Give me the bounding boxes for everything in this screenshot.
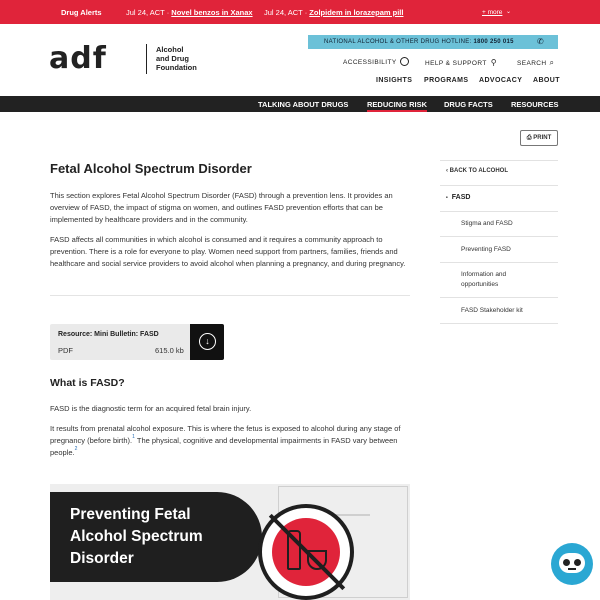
subnav-reducing-risk[interactable]: REDUCING RISK	[367, 100, 427, 112]
paragraph-text: It results from prenatal alcohol exposure. This is where the fetus is exposed to alcohol during any stage of pregnancy (before birth).	[50, 424, 401, 445]
hero-title-line: Disorder	[70, 550, 134, 567]
location-pin-icon: ⚲	[490, 58, 497, 67]
accessibility-label: ACCESSIBILITY	[343, 59, 397, 67]
nav-about[interactable]: ABOUT	[533, 77, 560, 84]
hero-image	[50, 484, 410, 600]
search-icon: ⌕	[549, 58, 555, 67]
intro-paragraph: This section explores Fetal Alcohol Spectrum Disorder (FASD) through a prevention lens. It provides an overview of FASD, the impact of stigma on women, and outlines FASD prevention efforts that can be implemented by healthcare providers and in the community.	[50, 191, 393, 224]
sidebar-divider	[440, 262, 558, 263]
nav-insights[interactable]: INSIGHTS	[376, 77, 413, 84]
chatbot-button[interactable]	[551, 543, 593, 585]
sidebar-item-preventing[interactable]: Preventing FASD	[461, 246, 511, 253]
logo-line: Alcohol	[156, 45, 184, 54]
subnav-drug-facts[interactable]: DRUG FACTS	[444, 100, 493, 109]
sidebar-divider	[440, 160, 558, 161]
eye-icon	[563, 559, 570, 566]
logo-divider	[146, 44, 147, 74]
help-support-label: HELP & SUPPORT	[425, 60, 487, 67]
download-button[interactable]	[190, 324, 224, 360]
search-link[interactable]	[517, 58, 554, 68]
sidebar-divider	[440, 185, 558, 186]
hotline-banner[interactable]	[308, 35, 558, 49]
hero-title-banner	[50, 492, 262, 582]
sidebar-item-stigma[interactable]: Stigma and FASD	[461, 220, 513, 227]
chevron-left-icon: ‹	[446, 168, 448, 174]
sidebar-divider	[440, 297, 558, 298]
sidebar-item-label: FASD	[451, 194, 471, 201]
hero-title	[70, 504, 203, 570]
eye-icon	[574, 559, 581, 566]
print-label: PRINT	[533, 135, 552, 141]
chatbot-avatar-icon	[559, 553, 585, 573]
nav-programs[interactable]: PROGRAMS	[424, 77, 469, 84]
print-button[interactable]	[520, 130, 558, 146]
logo-line: and Drug	[156, 54, 189, 63]
search-label: SEARCH	[517, 60, 547, 67]
hero-title-line: Alcohol Spectrum	[70, 528, 203, 545]
resource-size: 615.0 kb	[155, 346, 184, 355]
body-paragraph: FASD affects all communities in which alcohol is consumed and it requires a community approach to prevention. There is a role for everyone to play. Women need support from partners, families, friends and healthcare and social service providers to avoid alcohol when planning a pregnancy, and during pregnancy.	[50, 235, 406, 268]
back-label: BACK TO ALCOHOL	[449, 168, 509, 174]
alert-link[interactable]: Novel benzos in Xanax	[171, 8, 253, 17]
secondary-nav	[0, 96, 600, 112]
alert-link[interactable]: Zolpidem in lorazepam pill	[309, 8, 404, 17]
footnote-ref[interactable]: 1	[132, 434, 135, 440]
subnav-resources[interactable]: RESOURCES	[511, 100, 559, 109]
drug-alerts-label: Drug Alerts	[61, 8, 102, 17]
sidebar-item-stakeholder-kit[interactable]: FASD Stakeholder kit	[461, 307, 523, 314]
accessibility-link[interactable]	[343, 58, 409, 67]
sidebar-divider	[440, 236, 558, 237]
bullet-icon: •	[446, 195, 448, 201]
page-title: Fetal Alcohol Spectrum Disorder	[50, 161, 252, 176]
body-paragraph: FASD is the diagnostic term for an acquired fetal brain injury.	[50, 404, 252, 413]
body-paragraph	[50, 423, 410, 459]
adf-logo[interactable]: adf	[49, 41, 107, 76]
hotline-label: NATIONAL ALCOHOL & OTHER DRUG HOTLINE:	[324, 39, 472, 45]
alert-item	[264, 8, 403, 17]
resource-download-card[interactable]	[50, 324, 224, 360]
footnote-ref[interactable]: 2	[74, 446, 78, 452]
chevron-down-icon: ⌄	[506, 9, 512, 15]
alert-date: Jul 24, ACT ·	[126, 8, 172, 17]
accessibility-icon	[400, 57, 409, 66]
divider	[50, 295, 410, 296]
resource-title: Resource: Mini Bulletin: FASD	[58, 331, 159, 338]
sidebar-divider	[440, 323, 558, 324]
alerts-more-link[interactable]: + more	[482, 9, 503, 16]
printer-icon: ⎙	[526, 135, 532, 141]
help-support-link[interactable]	[425, 58, 497, 67]
nav-advocacy[interactable]: ADVOCACY	[479, 77, 523, 84]
subnav-talking-about-drugs[interactable]: TALKING ABOUT DRUGS	[258, 100, 349, 109]
resource-type: PDF	[58, 346, 73, 355]
hotline-number[interactable]: 1800 250 015	[473, 39, 514, 45]
mouth-icon	[568, 568, 576, 570]
sidebar-item-information[interactable]: Information and opportunities	[461, 271, 507, 288]
hero-title-line: Preventing Fetal	[70, 506, 191, 523]
alert-date: Jul 24, ACT ·	[264, 8, 310, 17]
drug-alerts-bar	[0, 0, 600, 24]
logo-line: Foundation	[156, 63, 197, 72]
sidebar-item-fasd[interactable]	[446, 194, 470, 201]
phone-icon: ✆	[536, 37, 544, 46]
download-icon: ↓	[199, 333, 216, 350]
sidebar-divider	[440, 211, 558, 212]
paragraph-text: The physical, cognitive and developmental impairments in FASD vary between people.	[50, 436, 398, 457]
logo-wordmark	[156, 45, 197, 72]
alert-item	[126, 8, 253, 17]
back-to-alcohol-link[interactable]	[446, 168, 508, 174]
section-heading: What is FASD?	[50, 377, 125, 389]
